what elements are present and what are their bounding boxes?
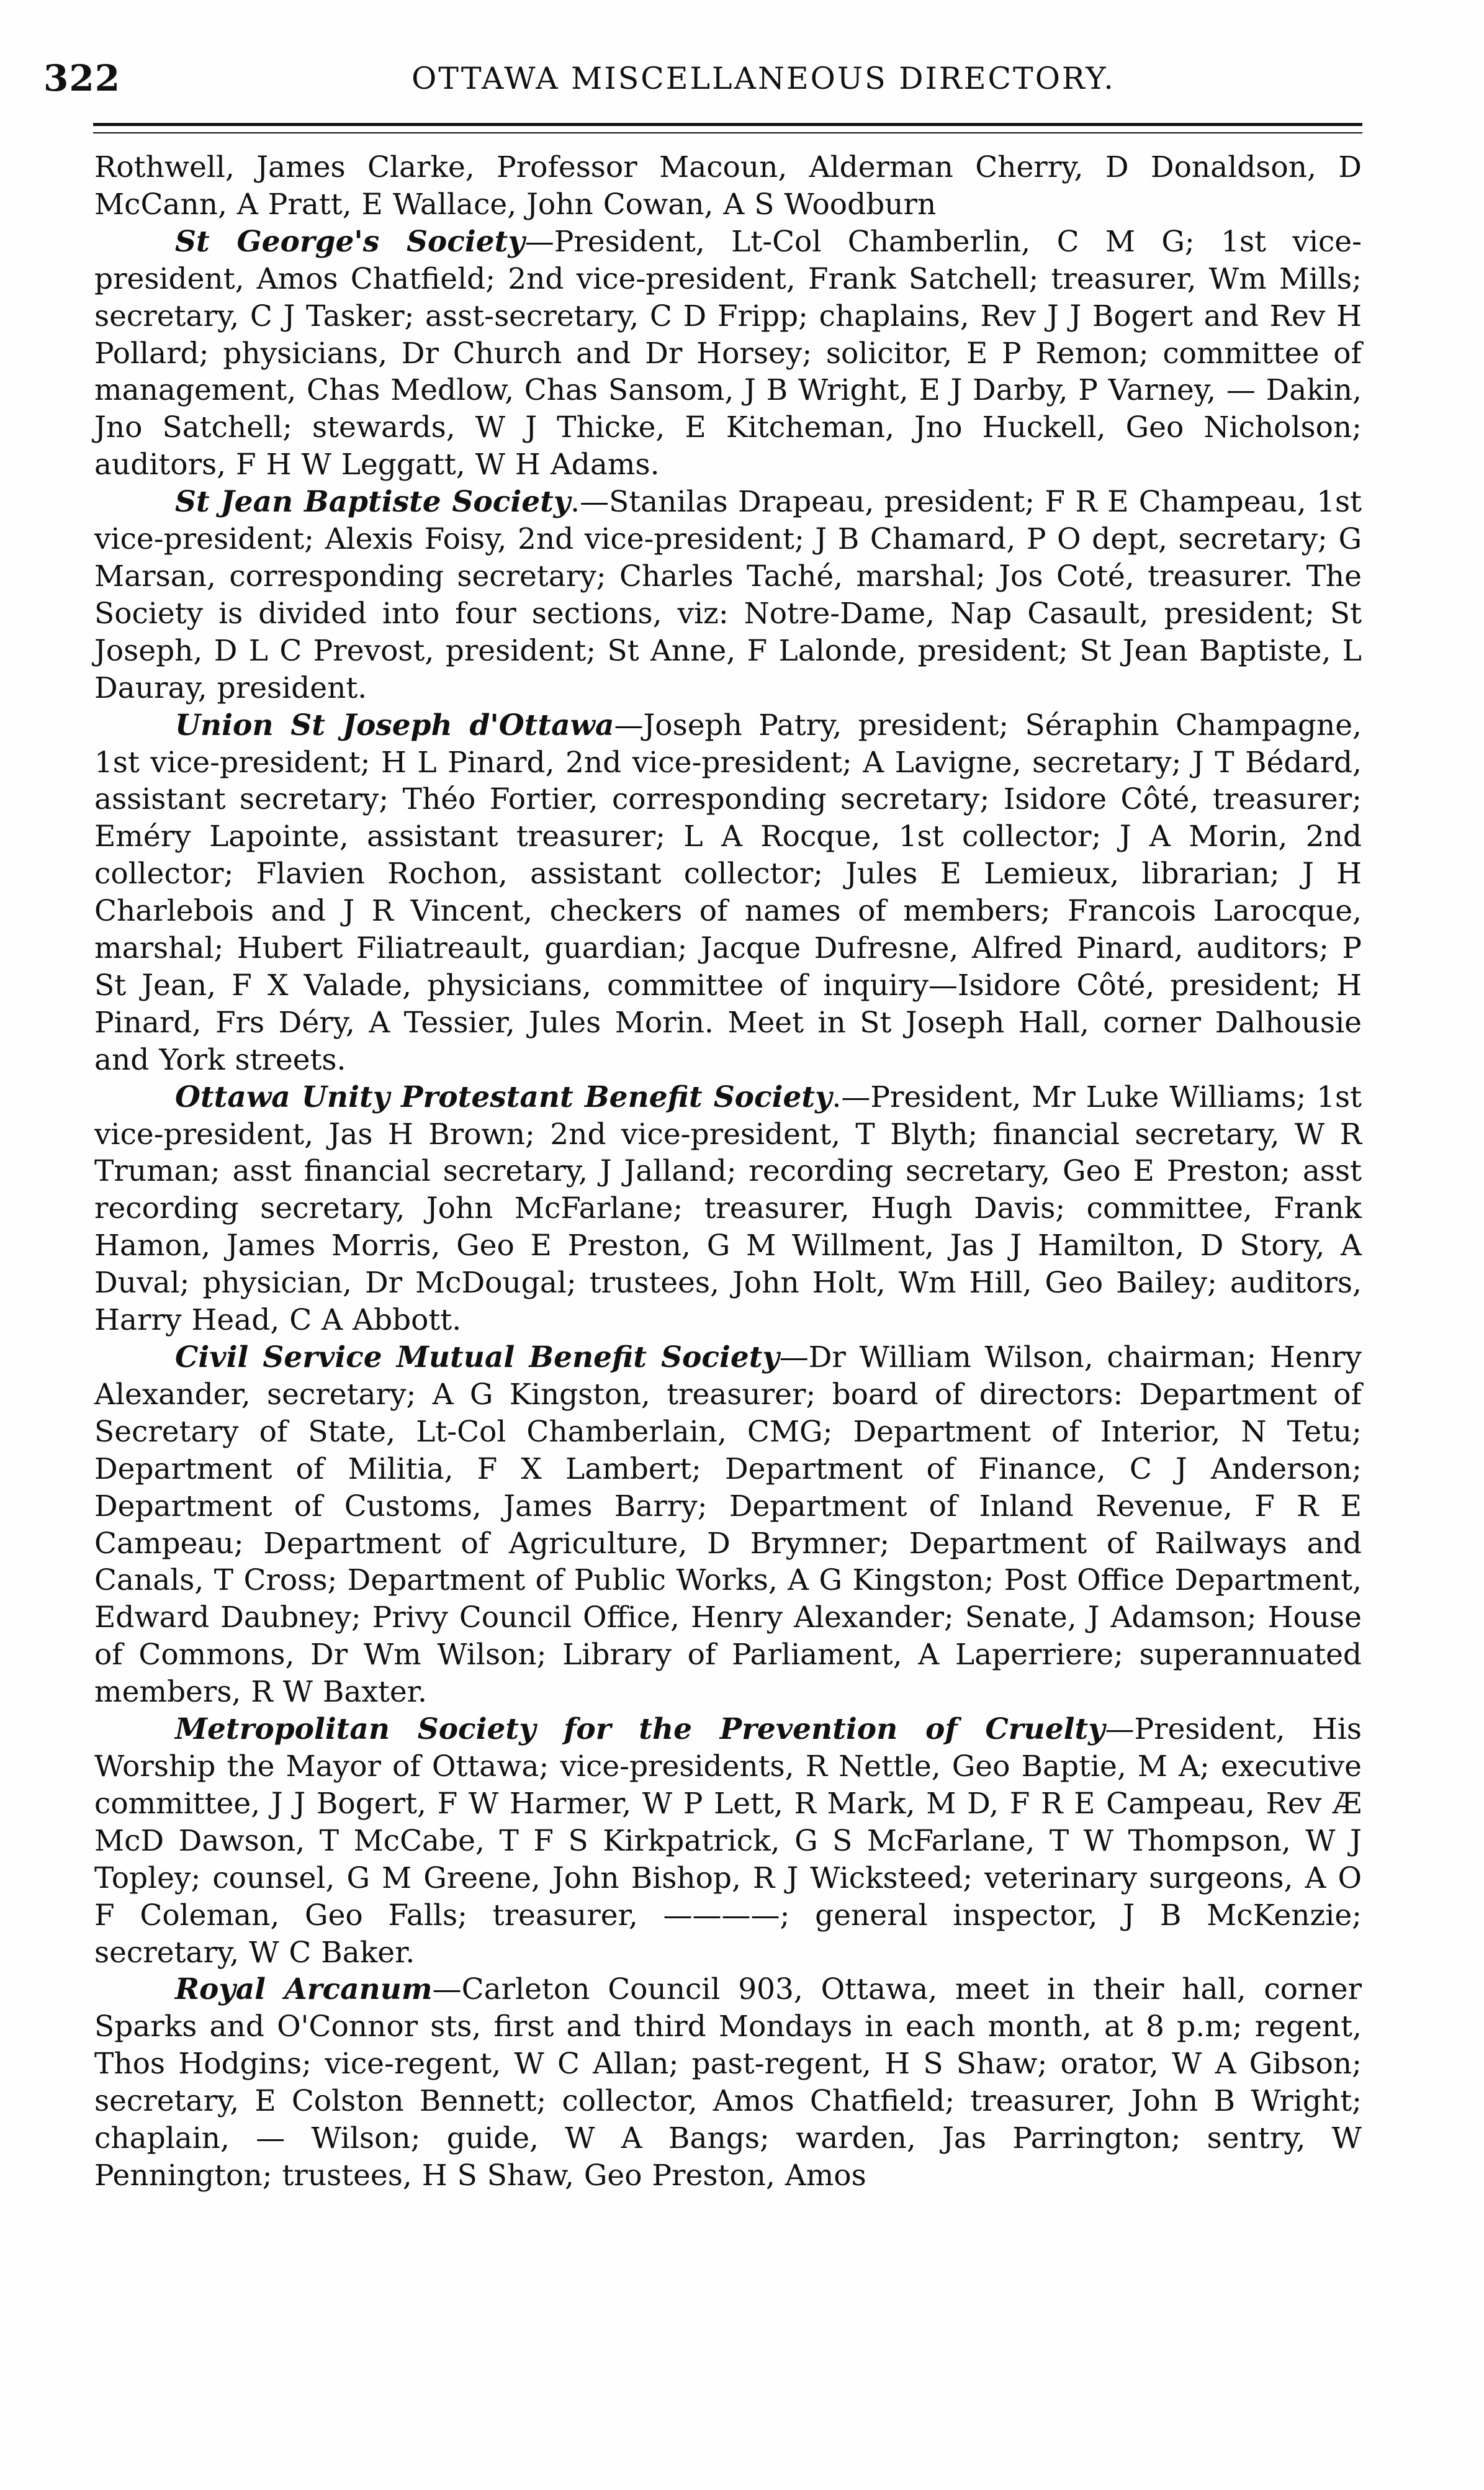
society-name: Union St Joseph d'Ottawa [175, 708, 614, 742]
header-rule-thin [93, 132, 1362, 133]
entry-text: .—Stanilas Drapeau, president; F R E Champeau, 1st vice-president; Alexis Foisy, 2nd vice-president; J B Chamard, P O dept, secretary; G Marsan, corresponding secretary; Charles Taché, marshal; Jos Coté, treasurer. The Society is divided into four sections, viz: Notre-Dame, Nap Casault, president; St Joseph, D L C Prevost, president; St Anne, F Lalonde, president; St Jean Baptiste, L Dauray, president. [94, 485, 1362, 705]
entry-metropolitan-society [94, 1711, 1362, 1971]
entry-text: Rothwell, James Clarke, Professor Macoun, Alderman Cherry, D Donaldson, D McCann, A Pratt, E Wallace, John Cowan, A S Woodburn [94, 150, 1362, 222]
page-header [43, 57, 1353, 113]
header-rule-thick [93, 123, 1362, 126]
society-name: St Jean Baptiste Society [175, 485, 571, 520]
society-name: Ottawa Unity Protestant Benefit Society [175, 1080, 832, 1114]
entry-continued-list [94, 149, 1362, 223]
society-name: Metropolitan Society for the Prevention of Cruelty [175, 1712, 1105, 1747]
entry-text: .—President, Mr Luke Williams; 1st vice-president, Jas H Brown; 2nd vice-president, T Blyth; financial secretary, W R Truman; asst financial secretary, J Jalland; recording secretary, Geo E Preston; asst recording secretary, John McFarlane; treasurer, Hugh Davis; committee, Frank Hamon, James Morris, Geo E Preston, G M Willment, Jas J Hamilton, D Story, A Duval; physician, Dr McDougal; trustees, John Holt, Wm Hill, Geo Bailey; auditors, Harry Head, C A Abbott. [94, 1080, 1362, 1338]
entry-st-jean-baptiste-society [94, 484, 1362, 706]
society-name: Civil Service Mutual Benefit Society [175, 1340, 780, 1374]
entry-text: —President, Lt-Col Chamberlin, C M G; 1st vice-president, Amos Chatfield; 2nd vice-president, Frank Satchell; treasurer, Wm Mills; secretary, C J Tasker; asst-secretary, C D Fripp; chaplains, Rev J J Bogert and Rev H Pollard; physicians, Dr Church and Dr Horsey; solicitor, E P Remon; committee of management, Chas Medlow, Chas Sansom, J B Wright, E J Darby, P Varney, — Dakin, Jno Satchell; stewards, W J Thicke, E Kitcheman, Jno Huckell, Geo Nicholson; auditors, F H W Leggatt, W H Adams. [94, 224, 1362, 482]
running-title: OTTAWA MISCELLANEOUS DIRECTORY. [411, 61, 1115, 96]
entry-ottawa-unity-protestant [94, 1079, 1362, 1339]
entry-civil-service-mutual [94, 1339, 1362, 1711]
entry-union-st-joseph [94, 707, 1362, 1079]
society-name: Royal Arcanum [175, 1972, 433, 2007]
entry-text: —President, His Worship the Mayor of Ottawa; vice-presidents, R Nettle, Geo Baptie, M A; executive committee, J J Bogert, F W Harmer, W P Lett, R Mark, M D, F R E Campeau, Rev Æ McD Dawson, T McCabe, T F S Kirkpatrick, G S McFarlane, T W Thompson, W J Topley; counsel, G M Greene, John Bishop, R J Wicksteed; veterinary surgeons, A O F Coleman, Geo Falls; treasurer, ————; general inspector, J B McKenzie; secretary, W C Baker. [94, 1712, 1362, 1970]
page-number: 322 [43, 57, 121, 99]
entry-text: —Carleton Council 903, Ottawa, meet in their hall, corner Sparks and O'Connor sts, first and third Mondays in each month, at 8 p.m; regent, Thos Hodgins; vice-regent, W C Allan; past-regent, H S Shaw; orator, W A Gibson; secretary, E Colston Bennett; collector, Amos Chatfield; treasurer, John B Wright; chaplain, — Wilson; guide, W A Bangs; warden, Jas Parrington; sentry, W Pennington; trustees, H S Shaw, Geo Preston, Amos [94, 1972, 1362, 2193]
entry-royal-arcanum [94, 1971, 1362, 2194]
entry-text: —Joseph Patry, president; Séraphin Champagne, 1st vice-president; H L Pinard, 2nd vice-president; A Lavigne, secretary; J T Bédard, assistant secretary; Théo Fortier, corresponding secretary; Isidore Côté, treasurer; Eméry Lapointe, assistant treasurer; L A Rocque, 1st collector; J A Morin, 2nd collector; Flavien Rochon, assistant collector; Jules E Lemieux, librarian; J H Charlebois and J R Vincent, checkers of names of members; Francois Larocque, marshal; Hubert Filiatreault, guardian; Jacque Dufresne, Alfred Pinard, auditors; P St Jean, F X Valade, physicians, committee of inquiry—Isidore Côté, president; H Pinard, Frs Déry, A Tessier, Jules Morin. Meet in St Joseph Hall, corner Dalhousie and York streets. [94, 708, 1362, 1077]
entry-text: —Dr William Wilson, chairman; Henry Alexander, secretary; A G Kingston, treasurer; board of directors: Department of Secretary of State, Lt-Col Chamberlain, CMG; Department of Interior, N Tetu; Department of Militia, F X Lambert; Department of Finance, C J Anderson; Department of Customs, James Barry; Department of Inland Revenue, F R E Campeau; Department of Agriculture, D Brymner; Department of Railways and Canals, T Cross; Department of Public Works, A G Kingston; Post Office Department, Edward Daubney; Privy Council Office, Henry Alexander; Senate, J Adamson; House of Commons, Dr Wm Wilson; Library of Parliament, A Laperriere; superannuated members, R W Baxter. [94, 1340, 1362, 1710]
directory-body [94, 149, 1362, 2195]
entry-st-georges-society [94, 223, 1362, 484]
society-name: St George's Society [175, 224, 525, 259]
